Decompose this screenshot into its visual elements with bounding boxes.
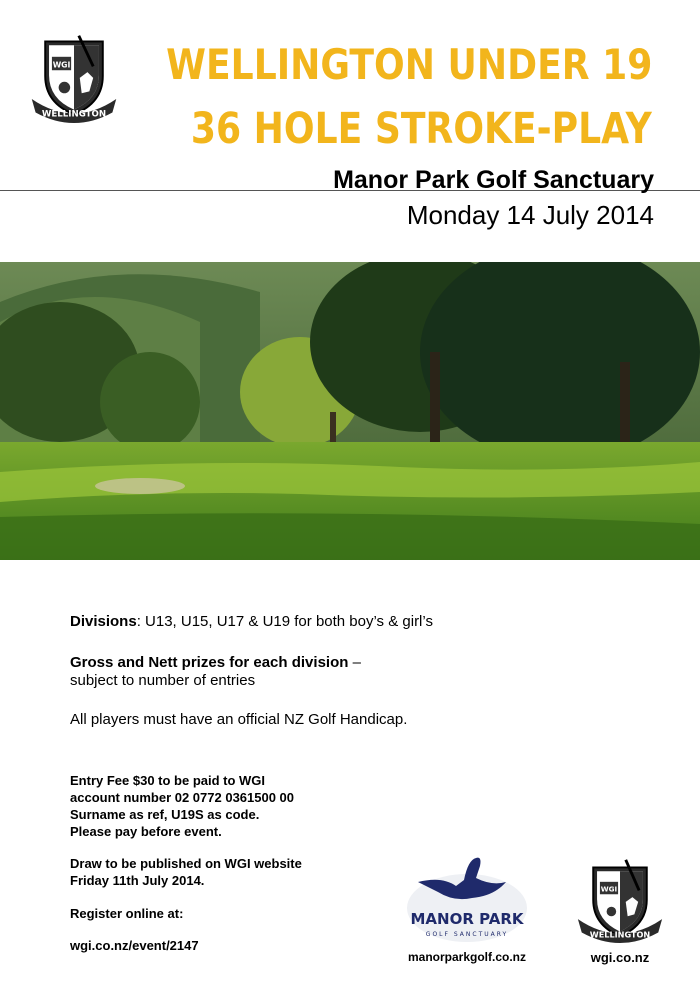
- register-label: Register online at:: [70, 906, 184, 921]
- golf-course-photo: [0, 262, 700, 560]
- svg-text:MANOR PARK: MANOR PARK: [410, 910, 524, 928]
- register-url-link[interactable]: wgi.co.nz/event/2147: [70, 938, 199, 953]
- manor-park-logo: [398, 852, 536, 944]
- svg-text:WELLINGTON: WELLINGTON: [589, 929, 651, 940]
- manor-park-url-link[interactable]: manorparkgolf.co.nz: [407, 950, 526, 964]
- title-line-1: WELLINGTON UNDER 19: [165, 40, 652, 89]
- prizes-dash: –: [348, 654, 361, 671]
- entry-line: Please pay before event.: [70, 824, 222, 839]
- entry-line: Surname as ref, U19S as code.: [70, 807, 260, 822]
- divisions-text: : U13, U15, U17 & U19 for both boy’s & girl’s: [136, 613, 433, 630]
- wgi-url-link[interactable]: wgi.co.nz: [590, 950, 650, 965]
- divisions-line: [70, 613, 433, 630]
- wgi-crest-logo: [26, 28, 122, 124]
- svg-text:GOLF SANCTUARY: GOLF SANCTUARY: [425, 931, 509, 938]
- divisions-label: Divisions: [70, 613, 137, 630]
- venue-name: Manor Park Golf Sanctuary: [333, 166, 654, 194]
- prizes-heading: Gross and Nett prizes for each division: [70, 654, 349, 671]
- entry-line: Entry Fee $30 to be paid to WGI: [70, 773, 266, 788]
- title-line-2: 36 HOLE STROKE-PLAY: [190, 104, 652, 154]
- wgi-crest-logo-footer: [572, 856, 668, 944]
- draw-line: Draw to be published on WGI website: [70, 856, 302, 871]
- event-date: Monday 14 July 2014: [406, 200, 654, 230]
- prizes-line: [70, 654, 361, 671]
- prizes-subtext: subject to number of entries: [70, 672, 256, 689]
- handicap-note: All players must have an official NZ Golf Handicap.: [70, 711, 408, 728]
- draw-line: Friday 11th July 2014.: [70, 873, 205, 888]
- svg-text:WELLINGTON: WELLINGTON: [41, 109, 107, 120]
- entry-line: account number 02 0772 0361500 00: [70, 790, 295, 805]
- entry-fee-block: [70, 772, 294, 840]
- draw-block: [70, 855, 302, 889]
- svg-text:WGI: WGI: [600, 884, 618, 894]
- svg-text:WGI: WGI: [52, 60, 71, 70]
